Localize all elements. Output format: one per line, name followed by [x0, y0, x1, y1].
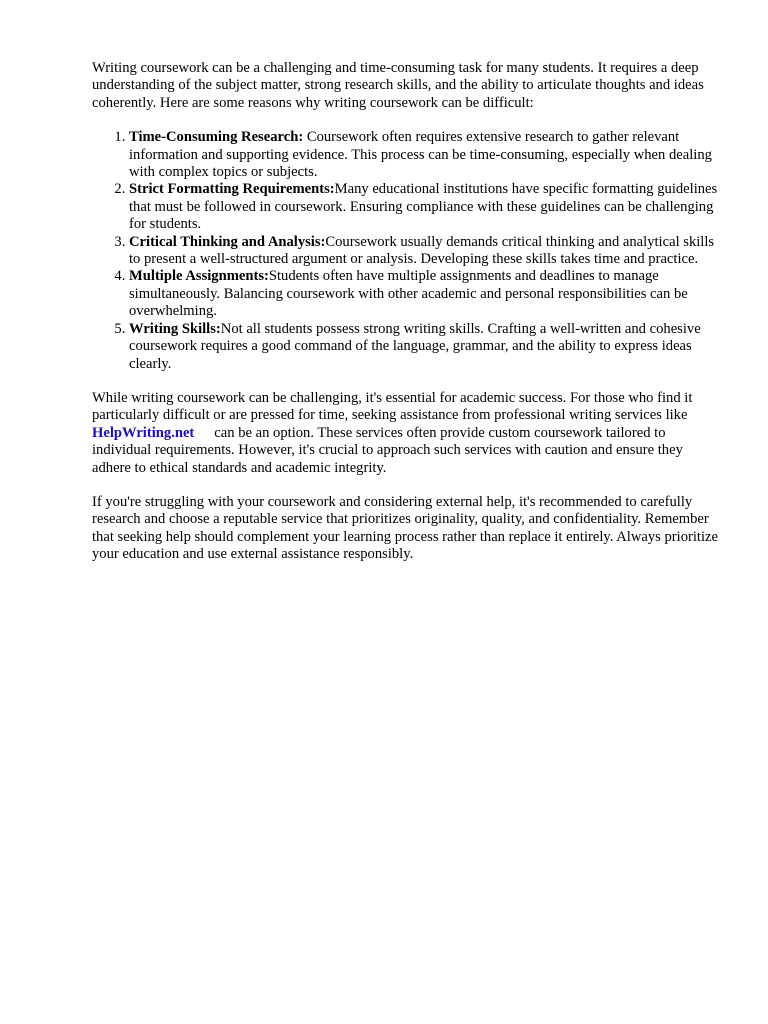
- document-page: [92, 60, 718, 581]
- list-item-term: Critical Thinking and Analysis:: [129, 233, 326, 250]
- list-item-term: Multiple Assignments:: [129, 268, 269, 285]
- list-item: [129, 129, 718, 181]
- list-item-term: Writing Skills:: [129, 320, 221, 337]
- helpwriting-link[interactable]: HelpWriting.net: [92, 424, 195, 441]
- services-text-after-link: can be an option. These services often provide custom coursework tailored to individual requirements. However, it's crucial to approach such services with caution and ensure they adhere to ethical standards and academic integrity.: [92, 424, 683, 476]
- intro-paragraph: Writing coursework can be a challenging and time-consuming task for many students. It requires a deep understanding of the subject matter, strong research skills, and the ability to articulate thoughts and ideas coherently. Here are some reasons why writing coursework can be difficult:: [92, 60, 704, 111]
- list-item: [129, 181, 718, 233]
- list-item-text: Coursework usually demands critical thinking and analytical skills to present a well-structured argument or analysis. Developing these skills takes time and practice.: [129, 233, 715, 268]
- list-item: [129, 268, 718, 320]
- closing-paragraph: If you're struggling with your coursework and considering external help, it's recommended to carefully research and choose a reputable service that prioritizes originality, quality, and confidentiality. Remember that seeking help should complement your learning process rather than replace it entirely. Always prioritize your education and use external assistance responsibly.: [92, 493, 718, 563]
- list-item-text: Not all students possess strong writing skills. Crafting a well-written and cohesive coursework requires a good command of the language, grammar, and the ability to express ideas clearly.: [129, 320, 701, 372]
- list-item: [129, 234, 718, 269]
- list-item-term: Strict Formatting Requirements:: [129, 181, 335, 198]
- list-item-text: Coursework often requires extensive research to gather relevant information and supporting evidence. This process can be time-consuming, especially when dealing with complex topics or subjects.: [129, 129, 712, 181]
- list-item-text: Many educational institutions have specific formatting guidelines that must be followed in coursework. Ensuring compliance with these guidelines can be challenging for students.: [129, 181, 718, 233]
- list-item-text: Students often have multiple assignments and deadlines to manage simultaneously. Balancing coursework with other academic and personal responsibilities can be overwhelming.: [129, 268, 688, 320]
- services-text-before-link: While writing coursework can be challenging, it's essential for academic success. For those who find it particularly difficult or are pressed for time, seeking assistance from professional writing services like: [92, 389, 693, 424]
- list-item-term: Time-Consuming Research:: [129, 129, 304, 146]
- reasons-list: [92, 129, 718, 373]
- services-paragraph: [92, 390, 718, 477]
- list-item: [129, 321, 718, 373]
